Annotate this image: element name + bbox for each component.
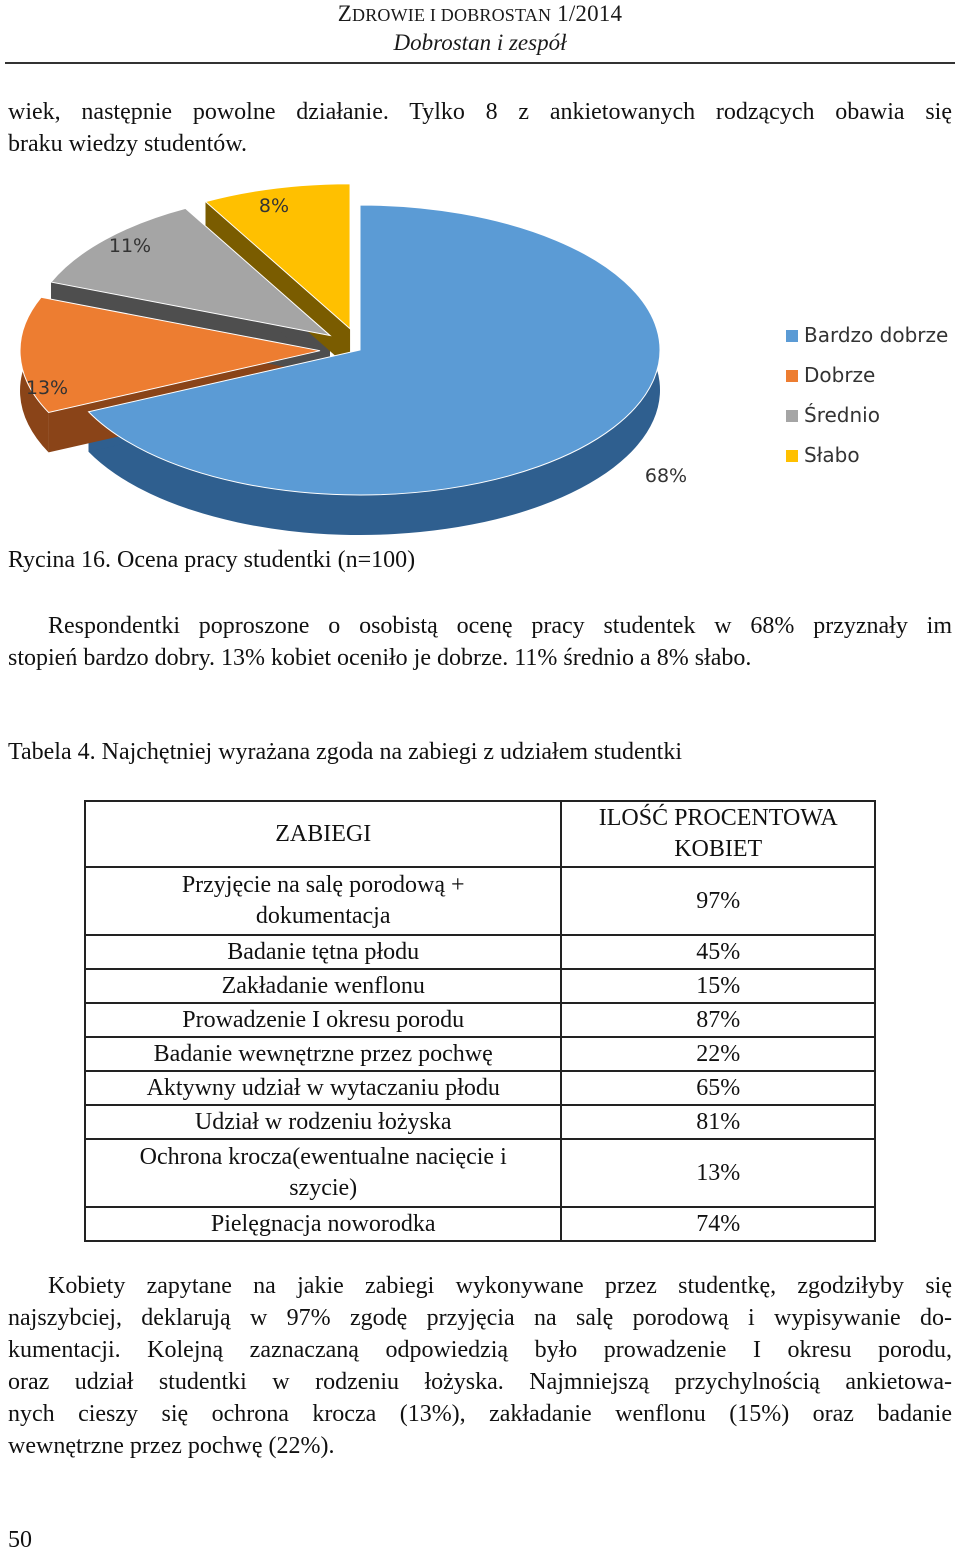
table-row [85, 1037, 875, 1071]
page-number: 50 [8, 1527, 32, 1553]
journal-issue: 1/2014 [551, 1, 623, 26]
paragraph-line: nych cieszy się ochrona krocza (13%), zakładanie wenflonu (15%) oraz badanie [8, 1401, 952, 1427]
table-row [85, 1105, 875, 1139]
figure-caption: Rycina 16. Ocena pracy studentki (n=100) [8, 547, 416, 573]
paragraph-line: braku wiedzy studentów. [8, 131, 248, 157]
percentage-cell: 97% [561, 867, 875, 935]
procedure-cell: Udział w rodzeniu łożyska [85, 1105, 561, 1139]
percentage-cell: 15% [561, 969, 875, 1003]
paragraph-line: Respondentki poproszone o osobistą ocenę pracy studentek w 68% przyznały im [48, 613, 952, 639]
percentage-cell: 45% [561, 935, 875, 969]
table-row [85, 935, 875, 969]
legend-swatch [786, 370, 798, 382]
percentage-cell: 13% [561, 1139, 875, 1207]
legend-label: Dobrze [804, 363, 876, 387]
data-label: 8% [258, 195, 290, 217]
paragraph-line: najszybciej, deklarują w 97% zgodę przyjęcia na salę porodową i wypisywanie do- [8, 1305, 952, 1331]
data-label: 11% [108, 235, 152, 257]
paragraph-2 [8, 610, 952, 674]
journal-name: DROWIE I DOBROSTAN [352, 5, 552, 25]
journal-initial: Z [337, 1, 353, 26]
percentage-cell: 87% [561, 1003, 875, 1037]
paragraph-line: wewnętrzne przez pochwę (22%). [8, 1433, 335, 1459]
percentage-cell: 65% [561, 1071, 875, 1105]
table-row [85, 867, 875, 935]
procedure-cell: Prowadzenie I okresu porodu [85, 1003, 561, 1037]
legend-swatch [786, 330, 798, 342]
data-label: 13% [25, 377, 69, 399]
procedure-cell: Zakładanie wenflonu [85, 969, 561, 1003]
legend-label: Bardzo dobrze [804, 323, 949, 347]
table-row [85, 1207, 875, 1241]
table-row [85, 1003, 875, 1037]
paragraph-line: wiek, następnie powolne działanie. Tylko 8 z ankietowanych rodzących obawia się [8, 99, 952, 125]
percentage-cell: 22% [561, 1037, 875, 1071]
procedures-table [84, 800, 876, 1242]
data-label: 68% [644, 465, 688, 487]
header-rule [5, 62, 955, 64]
percentage-cell: 74% [561, 1207, 875, 1241]
paragraph-line: Kobiety zapytane na jakie zabiegi wykonywane przez studentkę, zgodziłyby się [48, 1273, 952, 1299]
paragraph-line: kumentacji. Kolejną zaznaczaną odpowiedzią było prowadzenie I okresu porodu, [8, 1337, 952, 1363]
table-caption: Tabela 4. Najchętniej wyrażana zgoda na zabiegi z udziałem studentki [8, 739, 683, 765]
procedure-cell: Badanie wewnętrzne przez pochwę [85, 1037, 561, 1071]
paragraph-line: oraz udział studentki w rodzeniu łożyska. Najmniejszą przychylnością ankietowa- [8, 1369, 952, 1395]
section-title: Dobrostan i zespół [393, 30, 567, 55]
paragraph-3 [8, 1270, 952, 1462]
percentage-cell: 81% [561, 1105, 875, 1139]
pie-chart [0, 180, 960, 540]
table-row [85, 1071, 875, 1105]
legend-swatch [786, 450, 798, 462]
header-cell-procedures: ZABIEGI [85, 801, 561, 867]
legend-swatch [786, 410, 798, 422]
procedure-cell: Przyjęcie na salę porodową + dokumentacja [85, 867, 561, 935]
legend-label: Średnio [804, 403, 880, 427]
paragraph-1 [8, 96, 952, 160]
procedure-cell: Pielęgnacja noworodka [85, 1207, 561, 1241]
procedure-cell: Badanie tętna płodu [85, 935, 561, 969]
paragraph-line: stopień bardzo dobry. 13% kobiet oceniło je dobrze. 11% średnio a 8% słabo. [8, 645, 752, 671]
procedure-cell: Ochrona krocza(ewentualne nacięcie i szycie) [85, 1139, 561, 1207]
table-header-row [85, 801, 875, 867]
procedure-cell: Aktywny udział w wytaczaniu płodu [85, 1071, 561, 1105]
legend-label: Słabo [804, 443, 860, 467]
chart-legend [786, 323, 948, 467]
header-cell-percentage: ILOŚĆ PROCENTOWA KOBIET [561, 801, 875, 867]
table-row [85, 969, 875, 1003]
table-row [85, 1139, 875, 1207]
journal-title [0, 0, 960, 29]
